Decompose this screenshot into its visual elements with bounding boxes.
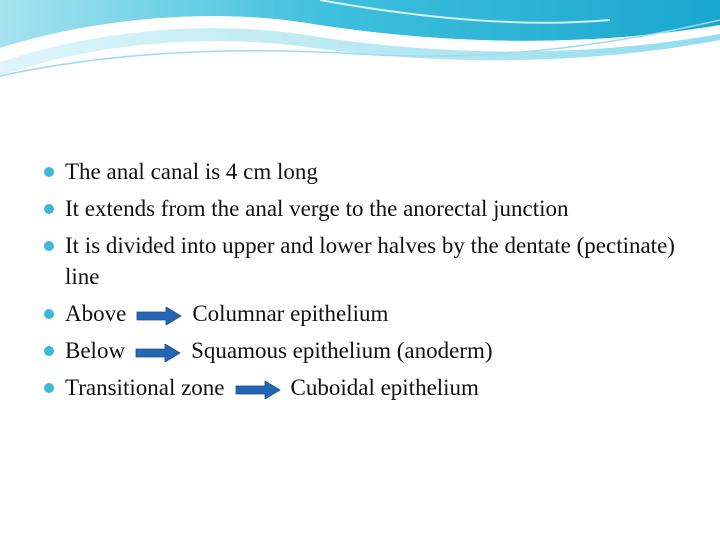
epithelium-label: Cuboidal epithelium (290, 375, 479, 400)
bullet-item (44, 335, 704, 366)
bullet-dot-icon (44, 383, 54, 393)
right-arrow-icon (235, 381, 281, 399)
bullet-item (44, 230, 704, 292)
bullet-list (44, 156, 704, 409)
wave-banner (0, 0, 720, 90)
bullet-text: It extends from the anal verge to the anorectal junction (65, 196, 569, 221)
bullet-dot-icon (44, 204, 54, 214)
bullet-dot-icon (44, 309, 54, 319)
bullet-dot-icon (44, 346, 54, 356)
bullet-item (44, 298, 704, 329)
epithelium-label: Squamous epithelium (anoderm) (191, 338, 493, 363)
bullet-dot-icon (44, 167, 54, 177)
zone-label: Transitional zone (65, 375, 225, 400)
bullet-item (44, 372, 704, 403)
zone-label: Above (65, 301, 127, 326)
epithelium-label: Columnar epithelium (192, 301, 389, 326)
bullet-item (44, 156, 704, 187)
bullet-item (44, 193, 704, 224)
bullet-text: It is divided into upper and lower halves by the dentate (pectinate) line (65, 233, 675, 289)
right-arrow-icon (135, 344, 181, 362)
bullet-text: The anal canal is 4 cm long (65, 159, 318, 184)
right-arrow-icon (136, 307, 182, 325)
bullet-dot-icon (44, 241, 54, 251)
zone-label: Below (65, 338, 126, 363)
